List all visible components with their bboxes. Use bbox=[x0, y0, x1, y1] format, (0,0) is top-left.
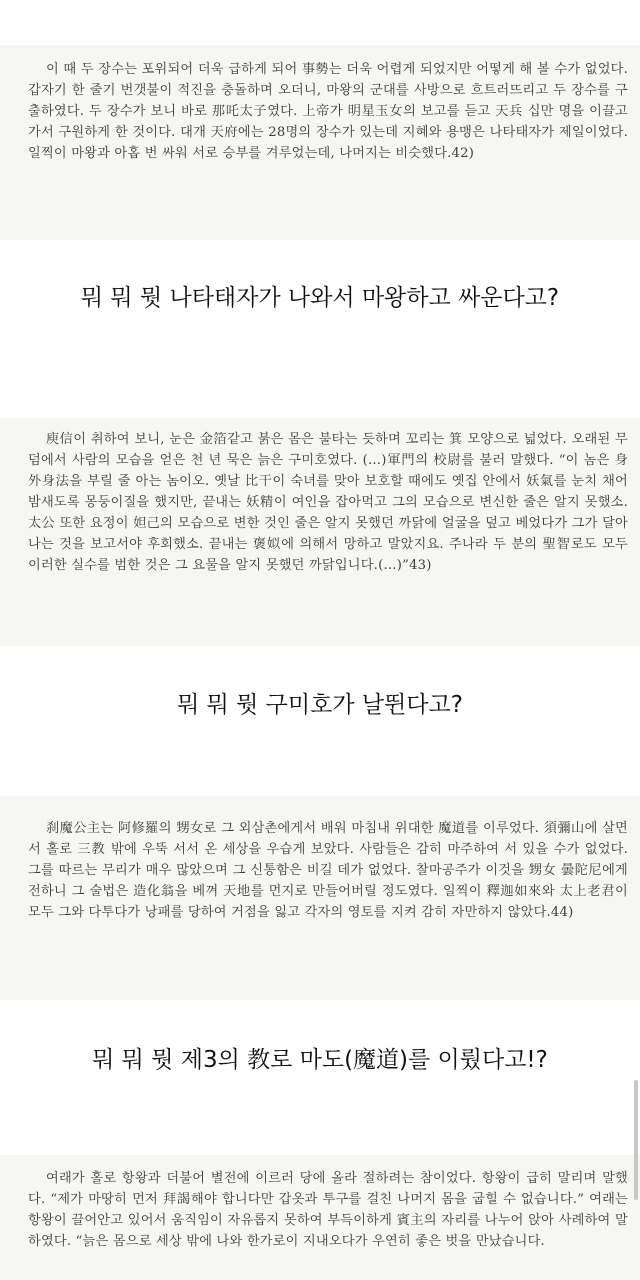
caption-1: 뭐 뭐 뭣 나타태자가 나와서 마왕하고 싸운다고? bbox=[80, 285, 560, 311]
passage-text: 刹魔公主는 阿修羅의 甥女로 그 외삼촌에게서 배워 마침내 위대한 魔道를 이루었다. 須彌山에 살면서 홀로 三教 밖에 우뚝 서서 온 세상을 우습게 보았다. 사람들은 감히 마주하여 서 있을 수가 없었다. 그를 따르는 무리가 매우 많았으며 그 신통함은 비길 데가 없었다. 찰마공주가 이것을 甥女 曇陀尼에게 전하니 그 술법은 造化翁을 베껴 天地를 먼지로 만들어버릴 정도였다. 일찍이 釋迦如來와 太上老君이 모두 그와 다투다가 낭패를 당하여 거점을 잃고 각자의 영토를 지켜 감히 자만하지 않았다.44) bbox=[28, 821, 628, 920]
scanned-text-passage-2 bbox=[0, 418, 640, 646]
caption-2: 뭐 뭐 뭣 구미호가 날뛴다고? bbox=[177, 692, 463, 718]
caption-3: 뭐 뭐 뭣 제3의 教로 마도(魔道)를 이뤘다고!? bbox=[92, 1047, 548, 1073]
scanned-text-passage-3 bbox=[0, 796, 640, 1000]
passage-text: 庾信이 취하여 보니, 눈은 金箔같고 붉은 몸은 불타는 듯하며 꼬리는 箕 모양으로 넓었다. 오래된 무덤에서 사람의 모습을 얻은 천 년 묵은 늙은 구미호였다. (…)軍門의 校尉를 불러 말했다. “이 놈은 身外身法을 부릴 줄 아는 놈이오. 옛날 比干이 숙녀를 맞아 보호할 때에도 옛집 안에서 妖氣를 눈치 채어 밤새도록 몽둥이질을 했지만, 끝내는 妖精이 여인을 잡아먹고 그의 모습으로 변신한 줄은 알지 못했소. 太公 또한 요정이 妲己의 모습으로 변한 것인 줄은 알지 못했던 까닭에 얼굴을 덮고 베었다가 그가 달아나는 것을 보고서야 후회했소. 끝내는 褒姒에 의해서 망하고 말았지요. 주나라 두 분의 聖智로도 모두 이러한 실수를 범한 것은 그 요물을 알지 못했던 까닭입니다.(…)”43) bbox=[28, 432, 628, 573]
scanned-text-passage-1 bbox=[0, 45, 640, 240]
passage-text: 여래가 홀로 항왕과 더불어 별전에 이르러 당에 올라 절하려는 참이었다. 항왕이 급히 말리며 말했다. “제가 마땅히 먼저 拜謁해야 합니다만 갑옷과 투구를 걸친 나머지 몸을 굽힐 수 없습니다.” 여래는 항왕이 끌어안고 있어서 움직임이 자유롭지 못하여 부득이하게 賓主의 자리를 나누어 앉아 사례하여 말하였다. “늙은 몸으로 세상 밖에 나와 한가로이 지내오다가 우연히 좋은 벗을 만났습니다. bbox=[28, 1171, 628, 1249]
scrollbar[interactable] bbox=[634, 1080, 638, 1200]
passage-text: 이 때 두 장수는 포위되어 더욱 급하게 되어 事勢는 더욱 어렵게 되었지만 어떻게 해 볼 수가 없었다. 갑자기 한 줄기 번갯불이 적진을 충돌하며 오더니, 마왕의 군대를 사방으로 흐트러뜨리고 두 장수를 구출하였다. 두 장수가 보니 바로 那吒太子였다. 上帝가 明星玉女의 보고를 듣고 天兵 십만 명을 이끌고 가서 구원하게 한 것이다. 대개 天府에는 28명의 장수가 있는데 지혜와 용맹은 나타태자가 제일이었다. 일찍이 마왕과 아홉 번 싸워 서로 승부를 겨루었는데, 나머지는 비슷했다.42) bbox=[28, 62, 628, 161]
scanned-text-passage-4 bbox=[0, 1155, 640, 1280]
